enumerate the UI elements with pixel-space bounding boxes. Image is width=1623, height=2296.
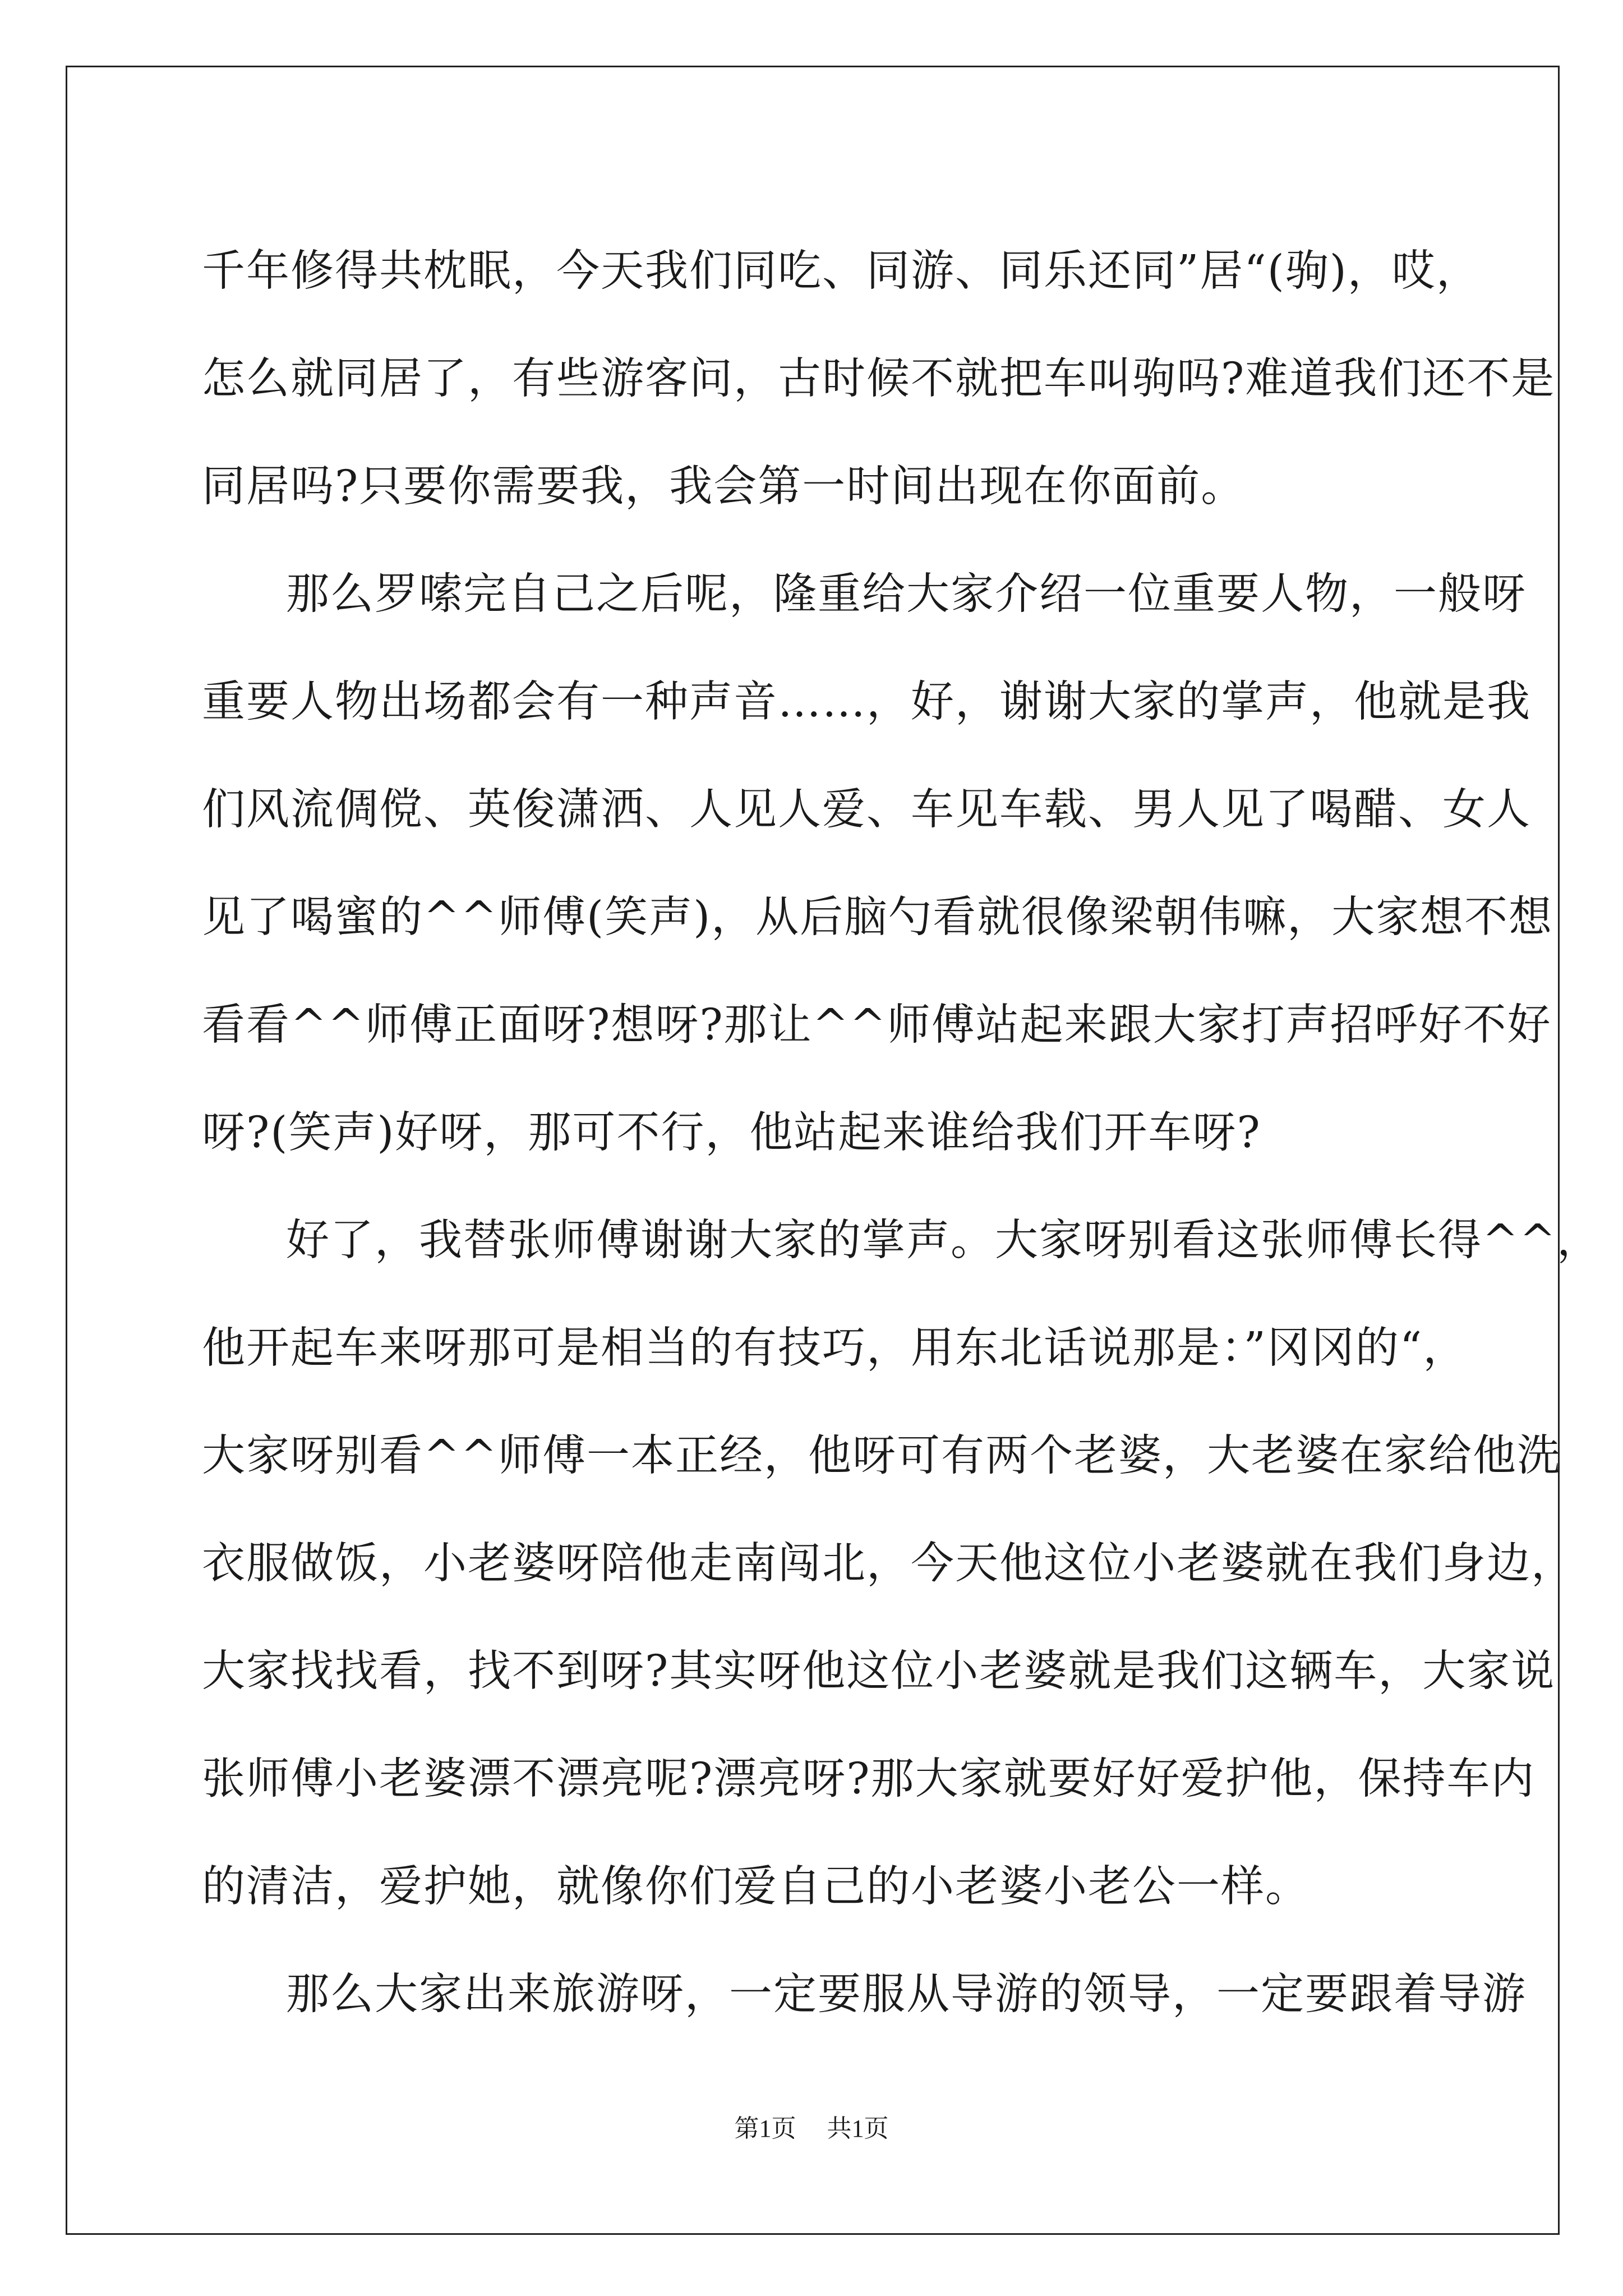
- text-line: 那么大家出来旅游呀，一定要服从导游的领导，一定要跟着导游: [286, 1970, 1527, 2019]
- text-line: 重要人物出场都会有一种声音……，好，谢谢大家的掌声，他就是我: [202, 677, 1531, 727]
- text-line: 们风流倜傥、英俊潇洒、人见人爱、车见车载、男人见了喝醋、女人: [202, 785, 1531, 835]
- text-line: 张师傅小老婆漂不漂亮呢?漂亮呀?那大家就要好好爱护他，保持车内: [202, 1754, 1536, 1804]
- page-number-current: 第1页: [734, 2115, 796, 2142]
- text-line: 看看^^师傅正面呀?想呀?那让^^师傅站起来跟大家打声招呼好不好: [202, 1000, 1552, 1050]
- text-line: 怎么就同居了，有些游客问，古时候不就把车叫驹吗?难道我们还不是: [202, 354, 1556, 404]
- text-line: 见了喝蜜的^^师傅(笑声)，从后脑勺看就很像梁朝伟嘛，大家想不想: [202, 892, 1553, 942]
- text-line: 那么罗嗦完自己之后呢，隆重给大家介绍一位重要人物，一般呀: [286, 569, 1527, 619]
- page-number-total: 共1页: [827, 2115, 889, 2142]
- text-line: 的清洁，爱护她，就像你们爱自己的小老婆小老公一样。: [202, 1862, 1310, 1912]
- text-line: 好了，我替张师傅谢谢大家的掌声。大家呀别看这张师傅长得^^，: [286, 1216, 1602, 1266]
- text-line: 大家找找看，找不到呀?其实呀他这位小老婆就是我们这辆车，大家说: [202, 1646, 1556, 1696]
- document-body: [202, 218, 1602, 2049]
- text-line: 千年修得共枕眠，今天我们同吃、同游、同乐还同”居“(驹)，哎，: [202, 246, 1481, 296]
- text-line: 衣服做饭，小老婆呀陪他走南闯北，今天他这位小老婆就在我们身边，: [202, 1539, 1575, 1589]
- text-line: 大家呀别看^^师傅一本正经，他呀可有两个老婆，大老婆在家给他洗: [202, 1431, 1562, 1481]
- text-line: 呀?(笑声)好呀，那可不行，他站起来谁给我们开车呀?: [202, 1108, 1261, 1158]
- page-footer: [0, 2108, 1623, 2144]
- text-line: 同居吗?只要你需要我，我会第一时间出现在你面前。: [202, 462, 1246, 512]
- text-line: 他开起车来呀那可是相当的有技巧，用东北话说那是：”冈冈的“，: [202, 1323, 1468, 1373]
